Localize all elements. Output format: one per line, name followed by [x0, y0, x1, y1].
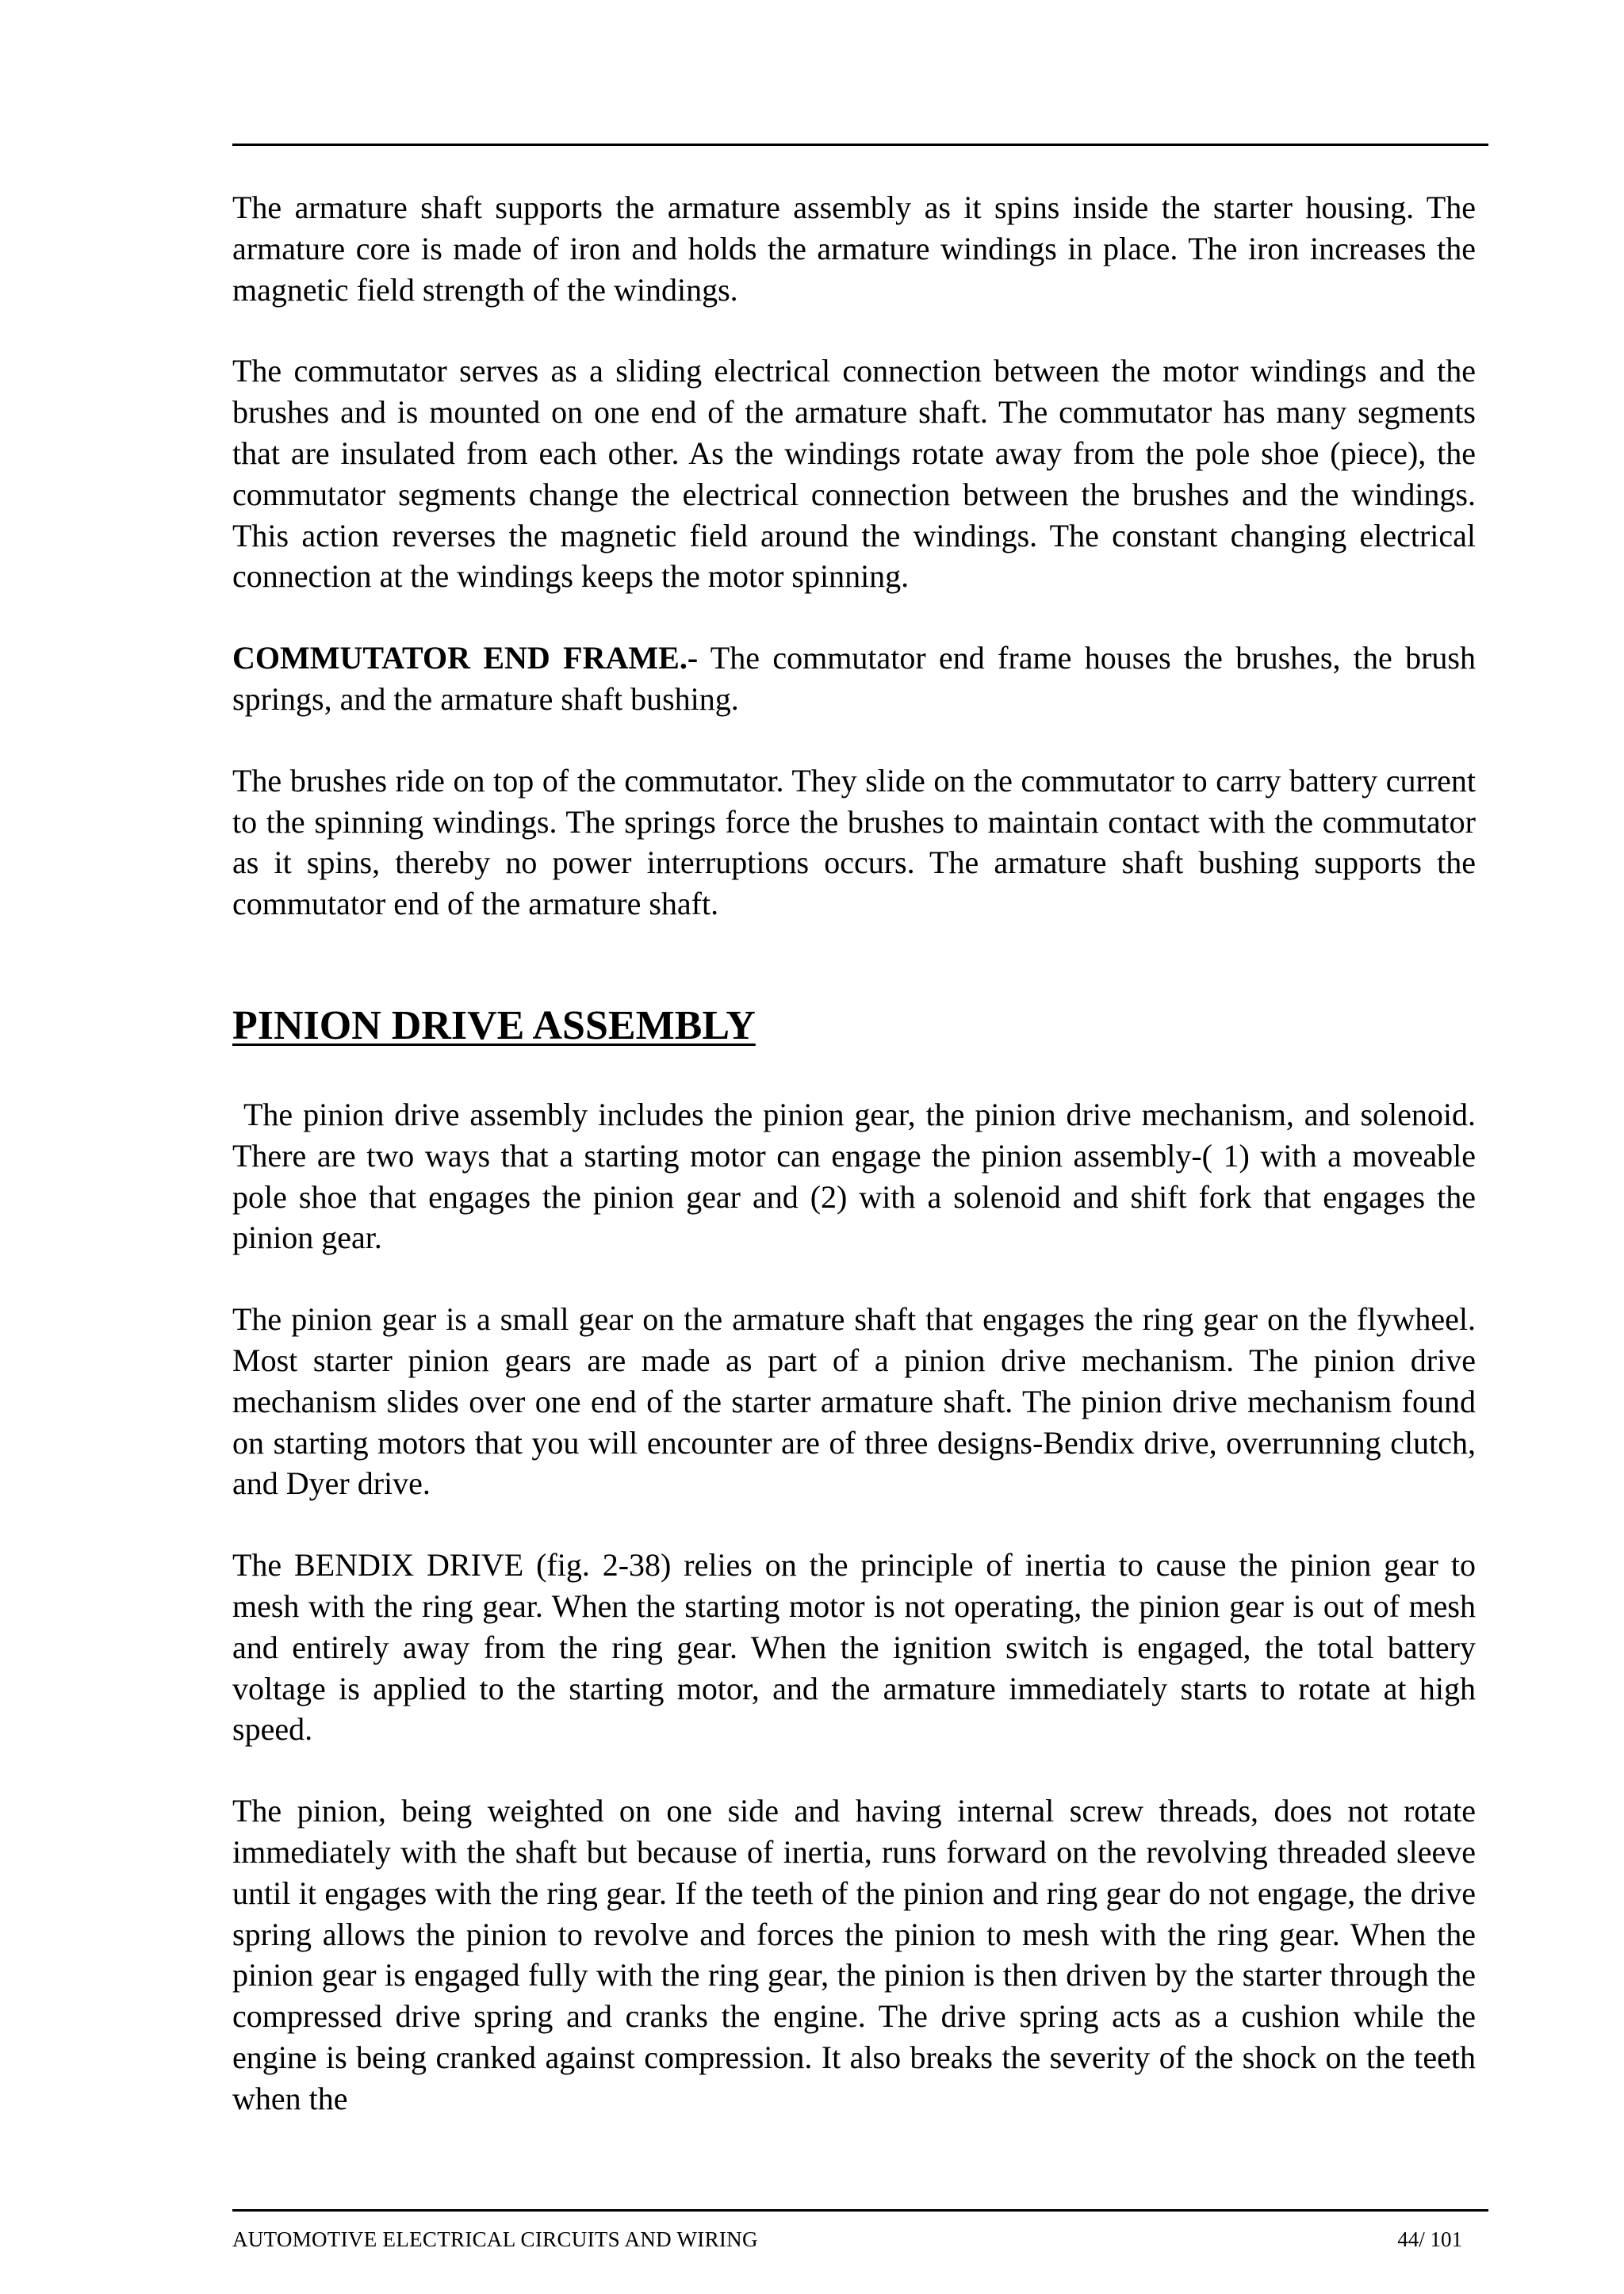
- paragraph-pinion-inertia: The pinion, being weighted on one side and having internal screw threads, does not rotate immediately with the shaft but because of inertia, runs forward on the revolving threaded sleeve until it engages with the ring gear. If the teeth of the pinion and ring gear do not engage, the drive spring allows the pinion to revolve and forces the pinion to mesh with the ring gear. When the pinion gear is engaged fully with the ring gear, the pinion is then driven by the starter through the compressed drive spring and cranks the engine. The drive spring acts as a cushion while the engine is being cranked against compression. It also breaks the severity of the shock on the teeth when the: [232, 1793, 1476, 2116]
- section-heading: PINION DRIVE ASSEMBLY: [232, 1002, 756, 1048]
- paragraph-commutator-end-frame: [232, 638, 1476, 720]
- paragraph-pinion-gear: The pinion gear is a small gear on the armature shaft that engages the ring gear on the flywheel. Most starter pinion gears are made as part of a pinion drive mechanism. The pinion drive mechanism slides over one end of the starter armature shaft. The pinion drive mechanism found on starting motors that you will encounter are of three designs-Bendix drive, overrunning clutch, and Dyer drive.: [232, 1301, 1476, 1502]
- paragraph-armature-shaft: The armature shaft supports the armature assembly as it spins inside the starter housing. The armature core is made of iron and holds the armature windings in place. The iron increases the magnetic field strength of the windings.: [232, 190, 1476, 308]
- page-number: 44/ 101: [1397, 2227, 1462, 2251]
- header-rule: [232, 144, 1488, 146]
- paragraph-bendix-drive: The BENDIX DRIVE (fig. 2-38) relies on the principle of inertia to cause the pinion gear to mesh with the ring gear. When the starting motor is not operating, the pinion gear is out of mesh and entirely away from the ring gear. When the ignition switch is engaged, the total battery voltage is applied to the starting motor, and the armature immediately starts to rotate at high speed.: [232, 1547, 1476, 1748]
- footer-title: AUTOMOTIVE ELECTRICAL CIRCUITS AND WIRING: [232, 2227, 758, 2251]
- page-body: [232, 187, 1476, 2119]
- paragraph-commutator: The commutator serves as a sliding electrical connection between the motor windings and the brushes and is mounted on one end of the armature shaft. The commutator has many segments that are insulated from each other. As the windings rotate away from the pole shoe (piece), the commutator segments change the electrical connection between the brushes and the windings. This action reverses the magnetic field around the windings. The constant changing electrical connection at the windings keeps the motor spinning.: [232, 353, 1476, 595]
- commutator-end-frame-text: The commutator end frame houses the brushes, the brush springs, and the armature shaft bushing.: [232, 640, 1476, 717]
- paragraph-brushes: The brushes ride on top of the commutator. They slide on the commutator to carry battery current to the spinning windings. The springs force the brushes to maintain contact with the commutator as it spins, thereby no power interruptions occurs. The armature shaft bushing supports the commutator end of the armature shaft.: [232, 762, 1476, 922]
- commutator-end-frame-lead: COMMUTATOR END FRAME.-: [232, 640, 699, 676]
- paragraph-pinion-drive-assembly: The pinion drive assembly includes the pinion gear, the pinion drive mechanism, and solenoid. There are two ways that a starting motor can engage the pinion assembly-( 1) with a moveable pole shoe that engages the pinion gear and (2) with a solenoid and shift fork that engages the pinion gear.: [232, 1096, 1476, 1256]
- footer-rule: [232, 2209, 1488, 2212]
